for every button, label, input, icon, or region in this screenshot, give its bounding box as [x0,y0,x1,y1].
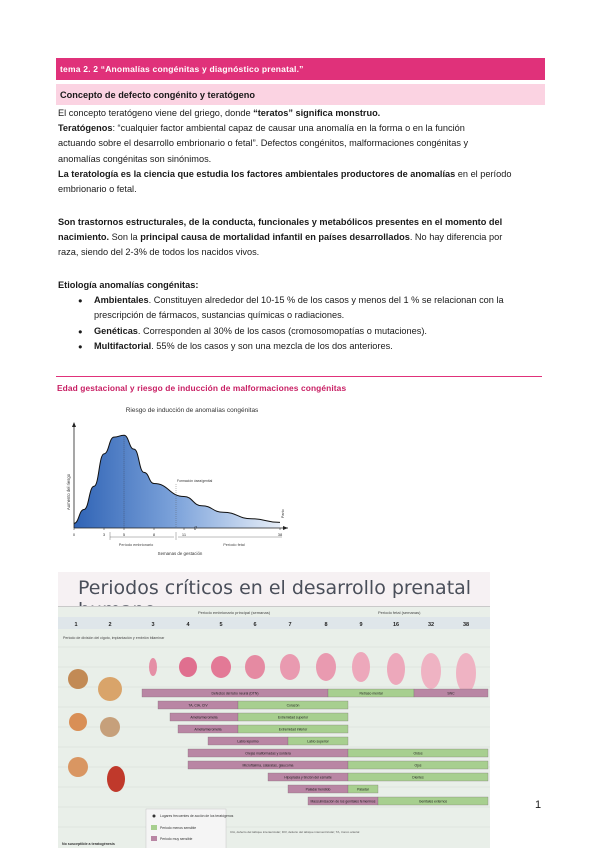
week-label: 6 [253,622,257,628]
definition-paragraph: Son trastornos estructurales, de la conducta, funcionales y metabólicos presentes en el momento del nacimiento. Son la principal causa de mortalidad infantil en países desarrollados. No hay diferencia por raza, siendo del 2-3% de todos los nacidos vivos. [58,217,503,258]
malformation-bar-label: Corazón [286,703,300,708]
non-susceptible-label: No susceptible a teratogénesis [62,842,115,846]
malformation-bar-label: Extremidad inferior [278,727,308,732]
legend-item-2: Periodo menos sensible [160,826,197,830]
week-label: 3 [151,622,155,628]
x-tick-label: 0 [72,532,76,537]
malformation-bar-label: Hipoplasia y tinción del esmalte [284,775,332,780]
critical-periods-figure [58,572,490,848]
embryo-period-label: Período embrionario [118,543,154,547]
x-tick-label: 11 [181,532,187,537]
week-label: 4 [186,622,190,628]
malformation-bar-label: Ojos [414,763,422,768]
birth-label: Parto [281,509,285,518]
week-label: 9 [359,622,363,628]
left-caption: Periodo de división del cigoto, implantación y embrión bilaminar [63,636,165,640]
malformation-bar-label: TA, CIA, CIV [188,703,208,708]
malformation-bar-label: Genitales externos [418,799,448,804]
list-item: ● Genéticas. Corresponden al 30% de los casos (cromosomopatías o mutaciones). [78,324,544,339]
x-tick-label: 38 [277,532,283,537]
risk-chart [62,400,310,558]
x-tick-label: 3 [102,532,106,537]
section2-title: Edad gestacional y riesgo de inducción de malformaciones congénitas [57,383,347,393]
topic-header: tema 2. 2 “Anomalías congénitas y diagnóstico prenatal.” [56,58,545,80]
legend-swatch-green [151,825,157,830]
section-divider [56,376,542,377]
y-axis-arrow-icon [72,422,76,427]
x-tick-label: 8 [152,532,156,537]
figure-footnote: CIA, defecto del tabique interauricular; DIV, defecto del tabique interventricular; TA, tronco arterial [230,830,360,834]
period-label-embryo: Periodo embrionario principal (semanas) [198,610,271,615]
legend-item-1: Lugares frecuentes de acción de los teratógenos [160,814,234,818]
malformation-bar-label: Masculinización de los genitales femeninos [310,799,376,804]
figure-svg [58,607,490,848]
week-label: 5 [219,622,223,628]
figure-title: Periodos críticos en el desarrollo prenatal [78,577,472,599]
week-label: 1 [74,622,78,628]
malformation-bar-label: Oídos [413,751,423,756]
page-number: 1 [535,799,542,811]
legend-swatch-purple [151,836,157,841]
x-tick-label: 5 [122,532,126,537]
etiology-list [78,293,544,354]
figure-body [58,606,490,848]
malformation-bar-label: Dientes [412,775,424,780]
section-title: Concepto de defecto congénito y teratógeno [56,84,545,105]
malformation-bar-label: Retraso mental [359,691,383,696]
malformation-bar-label: Orejas malformadas y sordera [245,751,291,756]
risk-chart-svg [62,400,310,558]
legend-dot-icon [153,815,156,818]
malformation-bar-label: Labio superior [307,739,329,744]
axis-break-icon: // [194,526,197,532]
week-label: 8 [324,622,328,628]
legend-item-3: Periodo muy sensible [160,837,193,841]
intro-paragraph: El concepto teratógeno viene del griego, donde “teratos” significa monstruo. Teratógenos: “cualquier factor ambiental capaz de causar una anomalía en la forma o en la función actuando sobre el desarrollo embrionario o fetal”. Defectos congénitos, malformaciones congénitas y anomalías congénitas son sinónimos. La teratología es la ciencia que estudia los factores ambientales productores de anomalías en el período embrionario o fetal. [58,108,512,195]
list-item: ● Multifactorial. 55% de los casos y son una mezcla de los dos anteriores. [78,339,544,354]
malformation-bar-label: Extremidad superior [277,715,309,720]
malformation-bar-label: Paladar [357,787,369,792]
chart-ylabel: Aumento del riesgo [66,473,71,511]
chart-title: Riesgo de inducción de anomalías congénitas [125,407,259,414]
fetal-period-label: Período fetal [223,543,245,547]
week-label: 7 [288,622,292,628]
week-label: 32 [427,622,435,628]
malformation-bar-label: SNC [447,691,455,696]
list-item: ● Ambientales. Constituyen alrededor del 10-15 % de los casos y menos del 1 % se relacionan con la prescripción de fármacos, sustancias químicas o radiaciones. [78,293,544,323]
x-axis-arrow-icon [283,526,288,530]
bone-label: Formación ósea/genital [177,479,213,483]
week-label: 2 [108,622,112,628]
malformation-bar-label: Amelia/meromelia [194,727,222,732]
malformation-bar-label: Microftalmía, cataratas, glaucoma [242,763,294,768]
chart-xlabel: Semanas de gestación [157,551,203,556]
period-label-fetal: Periodo fetal (semanas) [378,610,421,615]
malformation-bar-label: Defectos del tubo neural (DTN) [211,691,259,696]
malformation-bar-label: Amelia/meromelia [190,715,218,720]
malformation-bar-label: Paladar hendido [305,787,331,792]
etiology-section: Etiología anomalías congénitas: ● Ambientales. Constituyen alrededor del 10-15 % de los casos y menos del 1 % se relacionan con la prescripción de fármacos, sustancias químicas o radiaciones. ● Genéticas. Corresponden al 30% de los casos (cromosomopatías o mutaciones). ● Multifactorial. 55% de los casos y son una mezcla de los dos anteriores. [58,278,544,354]
week-label: 16 [392,622,400,628]
week-label: 38 [462,622,470,628]
malformation-bar-label: Labio leporino [237,739,259,744]
